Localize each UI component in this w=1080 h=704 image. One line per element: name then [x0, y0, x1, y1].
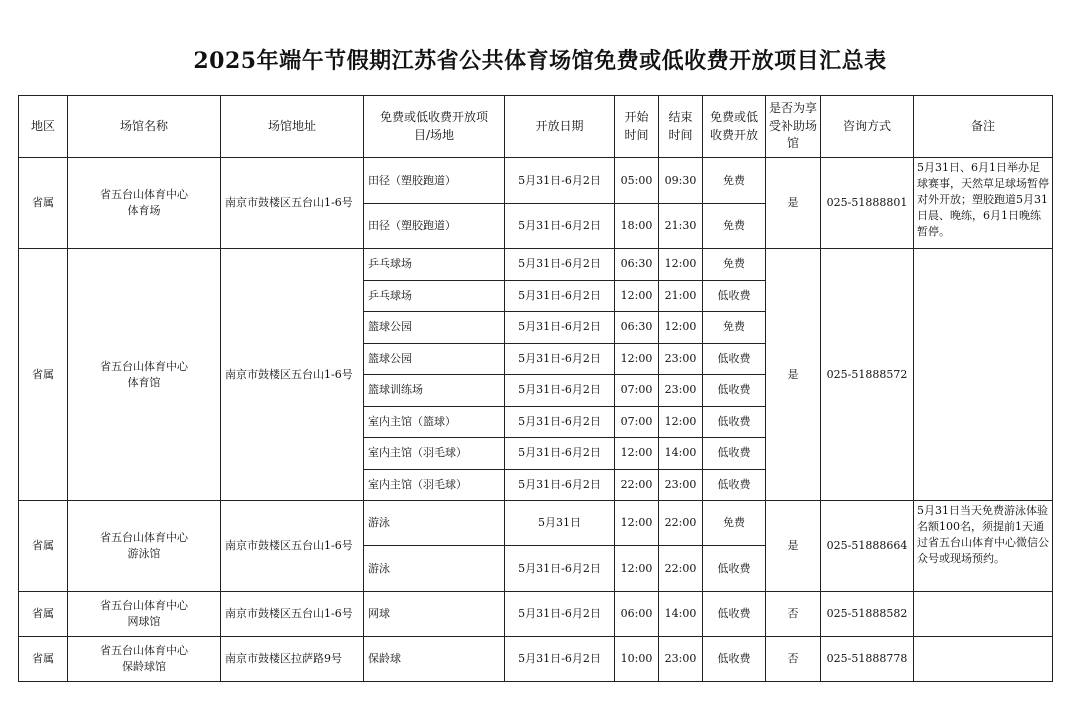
header-item: 免费或低收费开放项目/场地 [364, 96, 505, 158]
cell-region: 省属 [19, 592, 68, 637]
cell-date: 5月31日-6月2日 [505, 249, 615, 281]
cell-end: 12:00 [659, 249, 703, 281]
cell-contact: 025-51888778 [821, 637, 914, 682]
cell-date: 5月31日-6月2日 [505, 406, 615, 438]
cell-start: 12:00 [615, 343, 659, 375]
cell-date: 5月31日-6月2日 [505, 637, 615, 682]
cell-venue-address: 南京市鼓楼区拉萨路9号 [221, 637, 364, 682]
cell-date: 5月31日-6月2日 [505, 280, 615, 312]
header-subsidy: 是否为享受补助场馆 [766, 96, 821, 158]
header-row [19, 96, 1053, 158]
cell-item: 田径（塑胶跑道） [364, 204, 505, 249]
header-venue-address: 场馆地址 [221, 96, 364, 158]
cell-date: 5月31日-6月2日 [505, 312, 615, 344]
cell-fee: 低收费 [703, 637, 766, 682]
cell-start: 12:00 [615, 546, 659, 592]
table-row [19, 249, 1053, 281]
cell-contact: 025-51888664 [821, 501, 914, 592]
cell-venue-address: 南京市鼓楼区五台山1-6号 [221, 249, 364, 501]
table-row [19, 592, 1053, 637]
cell-date: 5月31日-6月2日 [505, 343, 615, 375]
cell-start: 12:00 [615, 280, 659, 312]
cell-item: 乒乓球场 [364, 249, 505, 281]
cell-date: 5月31日-6月2日 [505, 592, 615, 637]
cell-start: 07:00 [615, 375, 659, 407]
cell-region: 省属 [19, 637, 68, 682]
header-region: 地区 [19, 96, 68, 158]
cell-fee: 免费 [703, 249, 766, 281]
cell-venue-name: 省五台山体育中心保龄球馆 [68, 637, 221, 682]
cell-subsidy: 是 [766, 501, 821, 592]
cell-end: 12:00 [659, 406, 703, 438]
cell-remark [914, 637, 1053, 682]
cell-start: 06:30 [615, 312, 659, 344]
cell-venue-address: 南京市鼓楼区五台山1-6号 [221, 158, 364, 249]
header-date: 开放日期 [505, 96, 615, 158]
cell-item: 篮球公园 [364, 312, 505, 344]
header-remark: 备注 [914, 96, 1053, 158]
cell-remark: 5月31日、6月1日举办足球赛事，天然草足球场暂停对外开放；塑胶跑道5月31日晨、晚练，6月1日晚练暂停。 [914, 158, 1053, 249]
cell-fee: 低收费 [703, 469, 766, 501]
cell-date: 5月31日-6月2日 [505, 375, 615, 407]
cell-fee: 低收费 [703, 280, 766, 312]
cell-region: 省属 [19, 501, 68, 592]
cell-item: 田径（塑胶跑道） [364, 158, 505, 204]
cell-date: 5月31日-6月2日 [505, 204, 615, 249]
cell-end: 12:00 [659, 312, 703, 344]
page-title: 2025年端午节假期江苏省公共体育场馆免费或低收费开放项目汇总表 [193, 48, 887, 74]
cell-item: 游泳 [364, 501, 505, 546]
header-contact: 咨询方式 [821, 96, 914, 158]
cell-region: 省属 [19, 158, 68, 249]
cell-end: 21:00 [659, 280, 703, 312]
summary-table [18, 95, 1053, 682]
table-row [19, 501, 1053, 546]
cell-item: 室内主馆（羽毛球） [364, 438, 505, 470]
cell-end: 23:00 [659, 343, 703, 375]
cell-subsidy: 是 [766, 158, 821, 249]
cell-fee: 免费 [703, 204, 766, 249]
table-row [19, 158, 1053, 204]
table-row [19, 637, 1053, 682]
cell-end: 21:30 [659, 204, 703, 249]
cell-item: 乒乓球场 [364, 280, 505, 312]
cell-date: 5月31日 [505, 501, 615, 546]
cell-fee: 免费 [703, 312, 766, 344]
cell-start: 06:00 [615, 592, 659, 637]
header-end: 结束时间 [659, 96, 703, 158]
cell-remark [914, 592, 1053, 637]
cell-item: 室内主馆（羽毛球） [364, 469, 505, 501]
cell-item: 室内主馆（篮球） [364, 406, 505, 438]
cell-item: 篮球训练场 [364, 375, 505, 407]
cell-fee: 低收费 [703, 375, 766, 407]
cell-remark [914, 249, 1053, 501]
cell-end: 23:00 [659, 375, 703, 407]
cell-date: 5月31日-6月2日 [505, 158, 615, 204]
header-start: 开始时间 [615, 96, 659, 158]
cell-end: 22:00 [659, 501, 703, 546]
cell-start: 06:30 [615, 249, 659, 281]
cell-item: 篮球公园 [364, 343, 505, 375]
header-fee: 免费或低收费开放 [703, 96, 766, 158]
cell-start: 18:00 [615, 204, 659, 249]
cell-contact: 025-51888801 [821, 158, 914, 249]
cell-end: 23:00 [659, 469, 703, 501]
cell-remark: 5月31日当天免费游泳体验名额100名，须提前1天通过省五台山体育中心微信公众号或现场预约。 [914, 501, 1053, 592]
cell-start: 05:00 [615, 158, 659, 204]
cell-venue-address: 南京市鼓楼区五台山1-6号 [221, 592, 364, 637]
cell-end: 22:00 [659, 546, 703, 592]
cell-start: 22:00 [615, 469, 659, 501]
cell-item: 游泳 [364, 546, 505, 592]
cell-end: 23:00 [659, 637, 703, 682]
cell-region: 省属 [19, 249, 68, 501]
cell-start: 07:00 [615, 406, 659, 438]
cell-fee: 低收费 [703, 406, 766, 438]
cell-venue-address: 南京市鼓楼区五台山1-6号 [221, 501, 364, 592]
cell-start: 10:00 [615, 637, 659, 682]
cell-start: 12:00 [615, 438, 659, 470]
cell-subsidy: 是 [766, 249, 821, 501]
cell-contact: 025-51888572 [821, 249, 914, 501]
cell-fee: 免费 [703, 158, 766, 204]
cell-fee: 低收费 [703, 438, 766, 470]
cell-contact: 025-51888582 [821, 592, 914, 637]
cell-start: 12:00 [615, 501, 659, 546]
cell-fee: 低收费 [703, 343, 766, 375]
header-venue-name: 场馆名称 [68, 96, 221, 158]
cell-end: 09:30 [659, 158, 703, 204]
cell-date: 5月31日-6月2日 [505, 438, 615, 470]
cell-end: 14:00 [659, 592, 703, 637]
cell-fee: 低收费 [703, 592, 766, 637]
cell-venue-name: 省五台山体育中心网球馆 [68, 592, 221, 637]
cell-end: 14:00 [659, 438, 703, 470]
cell-fee: 免费 [703, 501, 766, 546]
cell-venue-name: 省五台山体育中心游泳馆 [68, 501, 221, 592]
cell-venue-name: 省五台山体育中心体育场 [68, 158, 221, 249]
cell-item: 保龄球 [364, 637, 505, 682]
cell-fee: 低收费 [703, 546, 766, 592]
cell-venue-name: 省五台山体育中心体育馆 [68, 249, 221, 501]
cell-subsidy: 否 [766, 592, 821, 637]
cell-item: 网球 [364, 592, 505, 637]
cell-date: 5月31日-6月2日 [505, 546, 615, 592]
cell-date: 5月31日-6月2日 [505, 469, 615, 501]
cell-subsidy: 否 [766, 637, 821, 682]
